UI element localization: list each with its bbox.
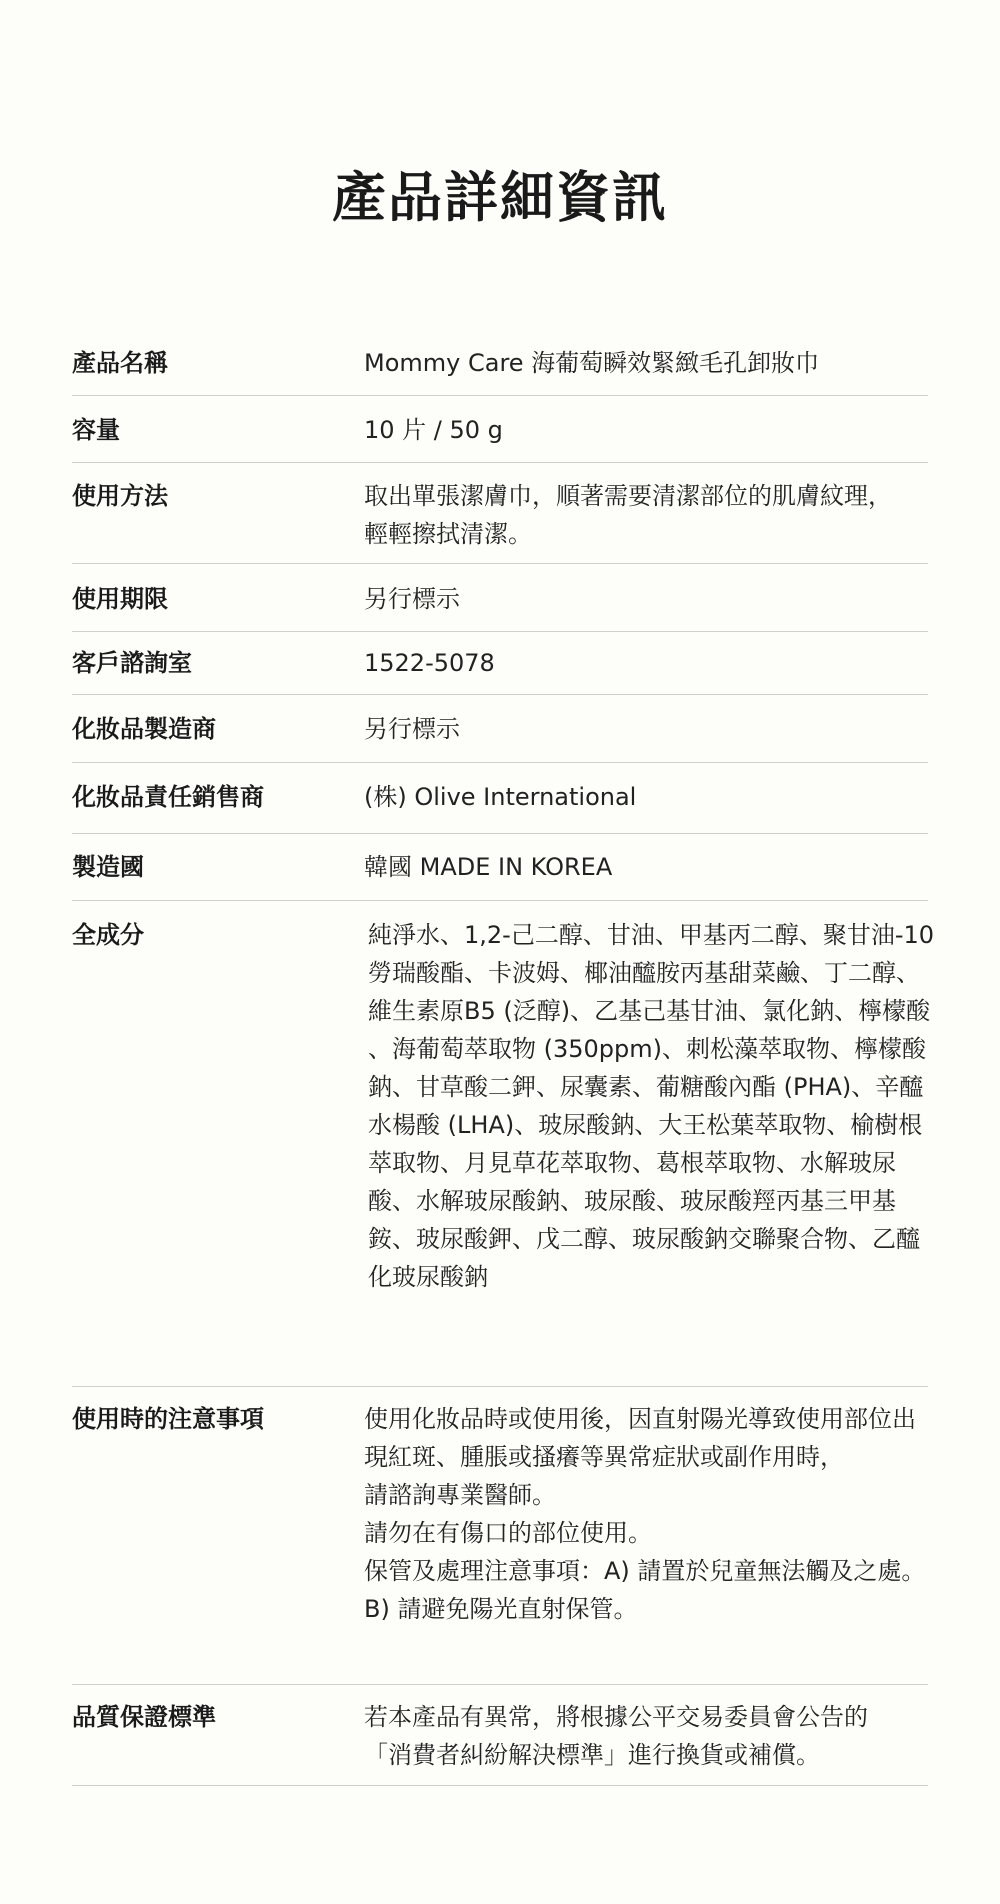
row-value bbox=[364, 344, 819, 382]
value-line: 「消費者糾紛解決標準」進行換貨或補償。 bbox=[364, 1741, 820, 1769]
value-line: 請勿在有傷口的部位使用。 bbox=[364, 1519, 652, 1547]
row-divider bbox=[72, 833, 928, 834]
row-divider bbox=[72, 900, 928, 901]
value-line: 韓國 MADE IN KOREA bbox=[364, 853, 613, 881]
value-line: 輕輕擦拭清潔。 bbox=[364, 520, 532, 548]
value-line: 、海葡萄萃取物 (350ppm)、刺松藻萃取物、檸檬酸 bbox=[368, 1035, 927, 1063]
value-line: 銨、玻尿酸鉀、戊二醇、玻尿酸鈉交聯聚合物、乙醯 bbox=[368, 1225, 920, 1253]
row-value bbox=[364, 1698, 868, 1774]
row-value bbox=[364, 778, 636, 816]
row-label: 使用時的注意事項 bbox=[72, 1405, 264, 1433]
row-divider bbox=[72, 1386, 928, 1387]
value-line: 使用化妝品時或使用後，因直射陽光導致使用部位出 bbox=[364, 1405, 916, 1433]
row-divider bbox=[72, 1684, 928, 1685]
row-divider bbox=[72, 1785, 928, 1786]
row-label: 客戶諮詢室 bbox=[72, 649, 192, 677]
row-value bbox=[364, 710, 460, 748]
row-divider bbox=[72, 563, 928, 564]
value-line: 另行標示 bbox=[364, 715, 460, 743]
row-divider bbox=[72, 631, 928, 632]
row-value bbox=[364, 1400, 925, 1628]
row-label: 產品名稱 bbox=[72, 349, 168, 377]
row-divider bbox=[72, 395, 928, 396]
value-line: 保管及處理注意事項：A) 請置於兒童無法觸及之處。 bbox=[364, 1557, 926, 1585]
value-line: 取出單張潔膚巾，順著需要清潔部位的肌膚紋理， bbox=[364, 482, 892, 510]
value-line: 純淨水、1,2-己二醇、甘油、甲基丙二醇、聚甘油-10 bbox=[368, 921, 935, 949]
row-divider bbox=[72, 462, 928, 463]
value-line: 水楊酸 (LHA)、玻尿酸鈉、大王松葉萃取物、榆樹根 bbox=[368, 1111, 923, 1139]
value-line: 現紅斑、腫脹或搔癢等異常症狀或副作用時， bbox=[364, 1443, 844, 1471]
value-line: 鈉、甘草酸二鉀、尿囊素、葡糖酸內酯 (PHA)、辛醯 bbox=[368, 1073, 924, 1101]
row-value bbox=[364, 848, 612, 886]
row-value bbox=[368, 916, 934, 1296]
value-line: 維生素原B5 (泛醇)、乙基己基甘油、氯化鈉、檸檬酸 bbox=[368, 997, 931, 1025]
row-divider bbox=[72, 762, 928, 763]
row-value bbox=[364, 580, 460, 618]
row-label: 使用期限 bbox=[72, 585, 168, 613]
value-line: 若本產品有異常，將根據公平交易委員會公告的 bbox=[364, 1703, 868, 1731]
value-line: 萃取物、月見草花萃取物、葛根萃取物、水解玻尿 bbox=[368, 1149, 896, 1177]
row-label: 製造國 bbox=[72, 853, 144, 881]
value-line: Mommy Care 海葡萄瞬效緊緻毛孔卸妝巾 bbox=[364, 349, 820, 377]
row-label: 化妝品責任銷售商 bbox=[72, 783, 264, 811]
page-title: 產品詳細資訊 bbox=[332, 166, 668, 229]
row-value bbox=[364, 477, 892, 553]
row-value bbox=[364, 644, 495, 682]
value-line: 化玻尿酸鈉 bbox=[368, 1263, 488, 1291]
row-label: 容量 bbox=[72, 416, 120, 444]
value-line: 酸、水解玻尿酸鈉、玻尿酸、玻尿酸羥丙基三甲基 bbox=[368, 1187, 896, 1215]
row-value bbox=[364, 411, 503, 449]
value-line: (株) Olive International bbox=[364, 783, 637, 811]
row-label: 品質保證標準 bbox=[72, 1703, 216, 1731]
row-divider bbox=[72, 694, 928, 695]
row-label: 使用方法 bbox=[72, 482, 168, 510]
value-line: 10 片 / 50 g bbox=[364, 416, 503, 444]
row-label: 化妝品製造商 bbox=[72, 715, 216, 743]
row-label: 全成分 bbox=[72, 921, 144, 949]
value-line: 勞瑞酸酯、卡波姆、椰油醯胺丙基甜菜鹼、丁二醇、 bbox=[368, 959, 920, 987]
value-line: 1522-5078 bbox=[364, 649, 495, 677]
value-line: 請諮詢專業醫師。 bbox=[364, 1481, 556, 1509]
value-line: 另行標示 bbox=[364, 585, 460, 613]
value-line: B) 請避免陽光直射保管。 bbox=[364, 1595, 638, 1623]
